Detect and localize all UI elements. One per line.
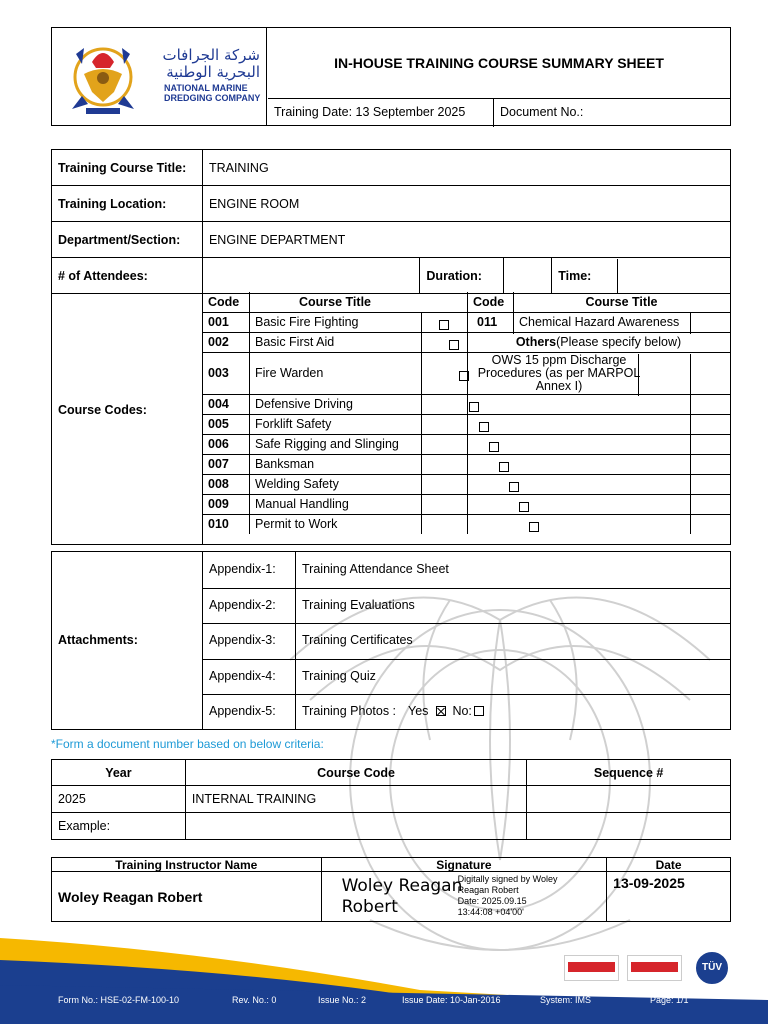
appendix-title-text: Training Certificates bbox=[302, 633, 413, 648]
appendix-label: Appendix-2: bbox=[209, 597, 276, 612]
header-box bbox=[51, 27, 731, 126]
course-code: 006 bbox=[208, 436, 229, 451]
tuv-badge-icon bbox=[694, 950, 730, 986]
company-logo bbox=[52, 28, 267, 125]
grid-line bbox=[202, 623, 730, 624]
photos-no-label: No: bbox=[452, 704, 472, 719]
company-name-arabic-1: شركة الجرافات bbox=[162, 46, 260, 64]
appendix-title bbox=[302, 704, 484, 718]
appendix-title-text: Training Photos : bbox=[302, 704, 397, 719]
course-code: 007 bbox=[208, 456, 229, 471]
tuv-label: TÜV bbox=[702, 962, 722, 973]
page-title: IN-HOUSE TRAINING COURSE SUMMARY SHEET bbox=[334, 55, 664, 71]
course-title-label: Training Course Title: bbox=[52, 150, 203, 186]
course-code: 005 bbox=[208, 416, 229, 431]
course-title: Basic Fire Fighting bbox=[255, 314, 359, 329]
department-value: ENGINE DEPARTMENT bbox=[202, 222, 730, 258]
grid-line bbox=[202, 694, 730, 695]
course-codes-grid bbox=[51, 292, 731, 545]
criteria-header-sequence: Sequence # bbox=[527, 760, 731, 786]
course-title: Safe Rigging and Slinging bbox=[255, 436, 399, 451]
appendix-title bbox=[302, 562, 449, 576]
appendix-label: Appendix-5: bbox=[209, 704, 276, 719]
appendix-title bbox=[302, 598, 415, 612]
course-title: Banksman bbox=[255, 456, 315, 471]
company-name-english-1: NATIONAL MARINE bbox=[164, 83, 248, 93]
criteria-example-code bbox=[185, 813, 526, 840]
footer-issue-no: Issue No.: 2 bbox=[318, 995, 367, 1005]
attachments-box bbox=[51, 551, 731, 730]
criteria-header-course-code: Course Code bbox=[185, 760, 526, 786]
appendix-title-text: Training Quiz bbox=[302, 668, 376, 683]
course-title: Welding Safety bbox=[255, 476, 339, 491]
course-code: 008 bbox=[208, 476, 229, 491]
course-checkbox[interactable] bbox=[459, 371, 469, 381]
course-checkbox[interactable] bbox=[499, 462, 509, 472]
course-title: Forklift Safety bbox=[255, 416, 332, 431]
appendix-title bbox=[302, 633, 413, 647]
appendix-label: Appendix-4: bbox=[209, 668, 276, 683]
criteria-sequence bbox=[527, 786, 731, 813]
footer-issue-date: Issue Date: 10-Jan-2016 bbox=[402, 995, 501, 1005]
appendix-title-text: Training Attendance Sheet bbox=[302, 562, 449, 576]
instructor-table bbox=[51, 857, 731, 922]
course-code: 009 bbox=[208, 496, 229, 511]
photos-yes-label: Yes bbox=[408, 704, 429, 719]
course-code-header: Code bbox=[208, 294, 240, 309]
date-row bbox=[268, 98, 731, 126]
course-title: Basic First Aid bbox=[255, 334, 335, 349]
course-checkbox[interactable] bbox=[509, 482, 519, 492]
digital-sig-line-3: Date: 2025.09.15 bbox=[457, 896, 527, 906]
cert-badge-1 bbox=[564, 955, 619, 981]
course-code: 001 bbox=[208, 314, 229, 329]
course-code: 003 bbox=[208, 365, 229, 380]
company-name-english-2: DREDGING COMPANY bbox=[164, 93, 261, 103]
footer-system: System: IMS bbox=[540, 995, 592, 1005]
duration-label: Duration: bbox=[420, 258, 504, 294]
others-label bbox=[467, 332, 730, 352]
appendix-title bbox=[302, 669, 376, 683]
instructor-header-signature: Signature bbox=[321, 858, 607, 872]
course-checkbox[interactable] bbox=[529, 522, 539, 532]
course-code: 004 bbox=[208, 396, 229, 411]
training-info-table bbox=[51, 149, 731, 294]
grid-line bbox=[202, 659, 730, 660]
criteria-table bbox=[51, 759, 731, 840]
course-checkbox[interactable] bbox=[519, 502, 529, 512]
time-label: Time: bbox=[552, 259, 618, 293]
course-title: Chemical Hazard Awareness bbox=[519, 314, 680, 329]
attendees-value bbox=[202, 258, 419, 294]
training-date: Training Date: 13 September 2025 bbox=[274, 105, 466, 119]
grid-line bbox=[421, 312, 422, 534]
course-title: Fire Warden bbox=[255, 365, 324, 380]
instructor-header-date: Date bbox=[607, 858, 731, 872]
other-course-title: OWS 15 ppm Discharge Procedures (as per MARPOL Annex I) bbox=[477, 352, 641, 393]
course-title-value: TRAINING bbox=[202, 150, 730, 186]
signature-name-2: Robert bbox=[341, 897, 398, 917]
company-name-arabic-2: البحرية الوطنية bbox=[166, 63, 260, 81]
photos-yes-checkbox[interactable] bbox=[436, 706, 446, 716]
digital-sig-line-4: 13:44:08 +04'00' bbox=[457, 907, 524, 917]
course-code: 010 bbox=[208, 516, 229, 531]
footer-form-no: Form No.: HSE-02-FM-100-10 bbox=[58, 995, 180, 1005]
grid-line bbox=[202, 588, 730, 589]
course-checkbox[interactable] bbox=[469, 402, 479, 412]
appendix-label: Appendix-1: bbox=[209, 562, 276, 576]
appendix-title-text: Training Evaluations bbox=[302, 597, 415, 612]
cert-badge-2 bbox=[627, 955, 682, 981]
course-title-header: Course Title bbox=[298, 294, 371, 309]
grid-line bbox=[690, 312, 691, 334]
attendees-label: # of Attendees: bbox=[52, 258, 203, 294]
digital-sig-line-2: Reagan Robert bbox=[457, 885, 519, 895]
grid-line bbox=[690, 354, 691, 534]
document-no: Document No.: bbox=[500, 105, 584, 119]
footer-rev-no: Rev. No.: 0 bbox=[232, 995, 277, 1005]
time-cell bbox=[552, 258, 731, 294]
others-label-rest: (Please specify below) bbox=[556, 334, 682, 349]
criteria-example-label: Example: bbox=[52, 813, 186, 840]
course-code: 002 bbox=[208, 334, 229, 349]
department-label: Department/Section: bbox=[52, 222, 203, 258]
instructor-header-name: Training Instructor Name bbox=[52, 858, 322, 872]
course-title-header-2: Course Title bbox=[585, 294, 658, 309]
criteria-example-sequence bbox=[527, 813, 731, 840]
date-divider bbox=[493, 99, 494, 127]
signature-cell[interactable] bbox=[321, 872, 607, 922]
digital-signature-info bbox=[458, 874, 558, 918]
attachments-divider-1 bbox=[202, 552, 203, 729]
course-checkbox[interactable] bbox=[489, 442, 499, 452]
course-checkbox[interactable] bbox=[449, 340, 459, 350]
course-codes-label: Course Codes: bbox=[58, 403, 147, 417]
grid-line bbox=[249, 292, 250, 534]
others-label-bold: Others bbox=[515, 334, 557, 349]
course-title: Manual Handling bbox=[255, 496, 349, 511]
criteria-note: *Form a document number based on below criteria: bbox=[51, 737, 324, 751]
instructor-date: 13-09-2025 bbox=[613, 875, 685, 891]
criteria-year: 2025 bbox=[52, 786, 186, 813]
attachments-divider-2 bbox=[295, 552, 296, 729]
photos-no-checkbox[interactable] bbox=[474, 706, 484, 716]
criteria-course-code: INTERNAL TRAINING bbox=[185, 786, 526, 813]
criteria-header-year: Year bbox=[52, 760, 186, 786]
attachments-label: Attachments: bbox=[58, 633, 138, 647]
signature-name-1: Woley Reagan bbox=[341, 876, 463, 896]
footer-page: Page: 1/1 bbox=[650, 995, 689, 1005]
course-title: Permit to Work bbox=[255, 516, 338, 531]
date-cell bbox=[607, 872, 731, 922]
appendix-label: Appendix-3: bbox=[209, 633, 276, 648]
course-code: 011 bbox=[477, 314, 498, 329]
course-checkbox[interactable] bbox=[439, 320, 449, 330]
grid-divider-label bbox=[202, 292, 203, 544]
grid-line bbox=[467, 292, 468, 534]
location-value: ENGINE ROOM bbox=[202, 186, 730, 222]
instructor-name: Woley Reagan Robert bbox=[52, 872, 322, 922]
course-code-header-2: Code bbox=[473, 294, 505, 309]
course-title: Defensive Driving bbox=[255, 396, 353, 411]
digital-sig-line-1: Digitally signed by Woley bbox=[457, 874, 558, 884]
location-label: Training Location: bbox=[52, 186, 203, 222]
duration-value bbox=[504, 258, 552, 294]
course-checkbox[interactable] bbox=[479, 422, 489, 432]
eagle-emblem-icon bbox=[62, 34, 144, 120]
